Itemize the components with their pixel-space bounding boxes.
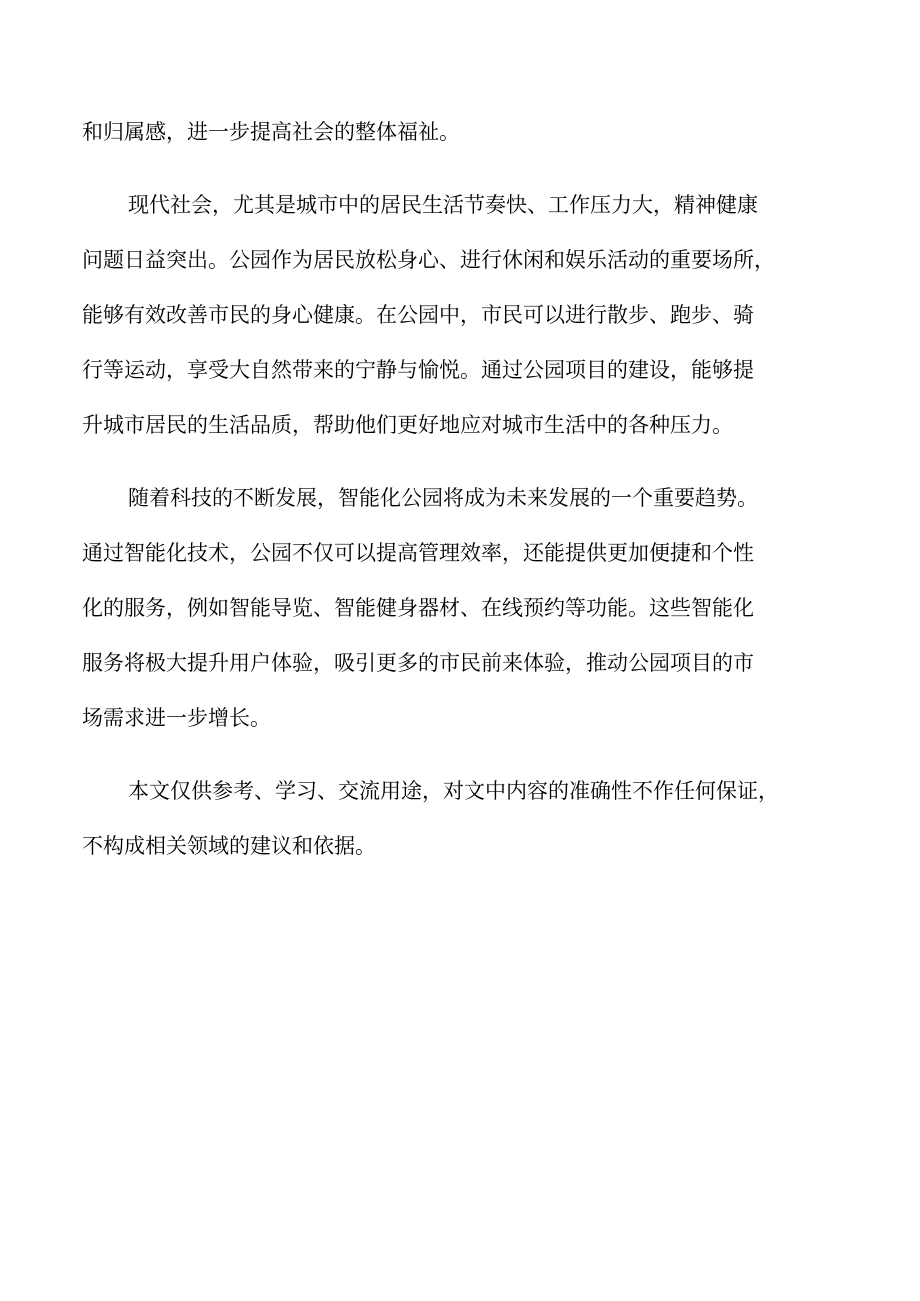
text-line: 问题日益突出。公园作为居民放松身心、进行休闲和娱乐活动的重要场所， (82, 248, 775, 272)
paragraph-continuation (82, 105, 842, 160)
text-line: 服务将极大提升用户体验，吸引更多的市民前来体验，推动公园项目的市 (82, 651, 754, 675)
text-line: 本文仅供参考、学习、交流用途，对文中内容的准确性不作任何保证， (128, 779, 779, 803)
text-line: 现代社会，尤其是城市中的居民生活节奏快、工作压力大，精神健康 (128, 193, 758, 217)
text-line: 升城市居民的生活品质，帮助他们更好地应对城市生活中的各种压力。 (82, 413, 733, 437)
text-line: 场需求进一步增长。 (82, 706, 271, 730)
document-body (82, 105, 842, 874)
text-line: 化的服务，例如智能导览、智能健身器材、在线预约等功能。这些智能化 (82, 596, 754, 620)
paragraph-mental-health (82, 178, 842, 453)
text-line: 行等运动，享受大自然带来的宁静与愉悦。通过公园项目的建设，能够提 (82, 358, 754, 382)
text-line: 通过智能化技术，公园不仅可以提高管理效率，还能提供更加便捷和个性 (82, 541, 754, 565)
paragraph-smart-park (82, 471, 842, 746)
paragraph-disclaimer (82, 764, 842, 874)
text-line: 不构成相关领域的建议和依据。 (82, 834, 376, 858)
text-line: 能够有效改善市民的身心健康。在公园中，市民可以进行散步、跑步、骑 (82, 303, 754, 327)
text-line: 和归属感，进一步提高社会的整体福祉。 (82, 120, 460, 144)
text-line: 随着科技的不断发展，智能化公园将成为未来发展的一个重要趋势。 (128, 486, 758, 510)
